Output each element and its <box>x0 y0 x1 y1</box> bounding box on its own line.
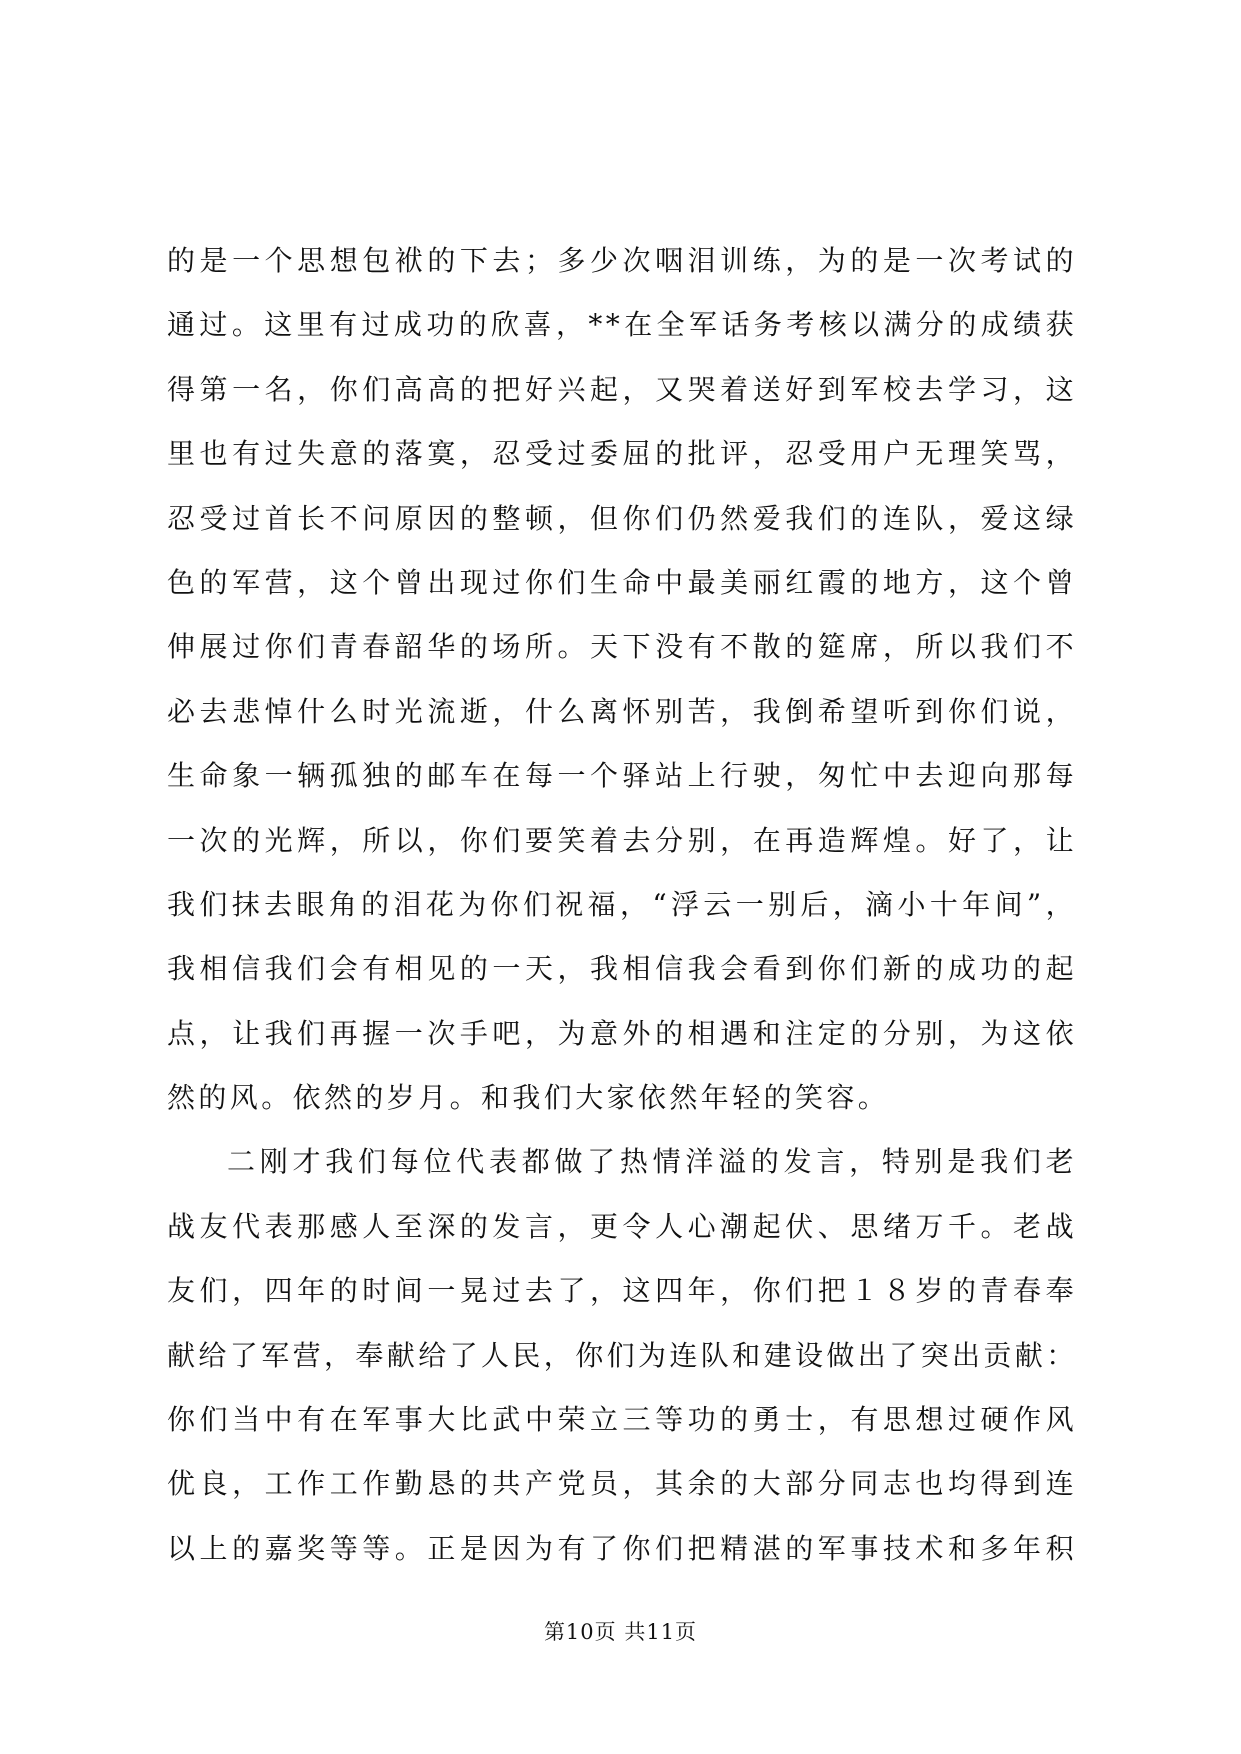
text-line: 色的军营，这个曾出现过你们生命中最美丽红霞的地方，这个曾 <box>167 565 1077 599</box>
text-line: 一次的光辉，所以，你们要笑着去分别，在再造辉煌。好了，让 <box>167 823 1077 857</box>
text-line: 的是一个思想包袱的下去；多少次咽泪训练，为的是一次考试的 <box>167 244 1077 277</box>
text-line: 我相信我们会有相见的一天，我相信我会看到你们新的成功的起 <box>167 952 1077 986</box>
text-line: 通过。这里有过成功的欣喜，**在全军话务考核以满分的成绩获 <box>167 308 1077 342</box>
paragraph-last-line: 然的风。依然的岁月。和我们大家依然年轻的笑容。 <box>167 1081 890 1115</box>
text-line: 点，让我们再握一次手吧，为意外的相遇和注定的分别，为这依 <box>167 1016 1077 1050</box>
text-line: 献给了军营，奉献给了人民，你们为连队和建设做出了突出贡献： <box>167 1338 1078 1372</box>
body-text <box>167 229 1077 1581</box>
text-line: 以上的嘉奖等等。正是因为有了你们把精湛的军事技术和多年积 <box>167 1531 1077 1565</box>
text-line: 忍受过首长不问原因的整顿，但你们仍然爱我们的连队，爱这绿 <box>167 501 1077 535</box>
text-line: 我们抹去眼角的泪花为你们祝福，“浮云一别后，滴小十年间”， <box>167 887 1077 921</box>
text-line: 里也有过失意的落寞，忍受过委屈的批评，忍受用户无理笑骂， <box>167 437 1077 471</box>
paragraph-first-line: 二刚才我们每位代表都做了热情洋溢的发言，特别是我们老 <box>227 1145 1077 1179</box>
text-line: 友们，四年的时间一晃过去了，这四年，你们把１８岁的青春奉 <box>167 1274 1077 1308</box>
text-line: 伸展过你们青春韶华的场所。天下没有不散的筵席，所以我们不 <box>167 630 1077 664</box>
text-line: 生命象一辆孤独的邮车在每一个驿站上行驶，匆忙中去迎向那每 <box>167 759 1077 793</box>
text-line: 你们当中有在军事大比武中荣立三等功的勇士，有思想过硬作风 <box>167 1403 1077 1437</box>
text-line: 战友代表那感人至深的发言，更令人心潮起伏、思绪万千。老战 <box>167 1209 1077 1243</box>
page-number-footer: 第10页 共11页 <box>543 1620 698 1644</box>
text-line: 优良，工作工作勤恳的共产党员，其余的大部分同志也均得到连 <box>167 1467 1077 1501</box>
text-line: 必去悲悼什么时光流逝，什么离怀别苦，我倒希望听到你们说， <box>167 694 1077 728</box>
text-line: 得第一名，你们高高的把好兴起，又哭着送好到军校去学习，这 <box>167 372 1077 406</box>
